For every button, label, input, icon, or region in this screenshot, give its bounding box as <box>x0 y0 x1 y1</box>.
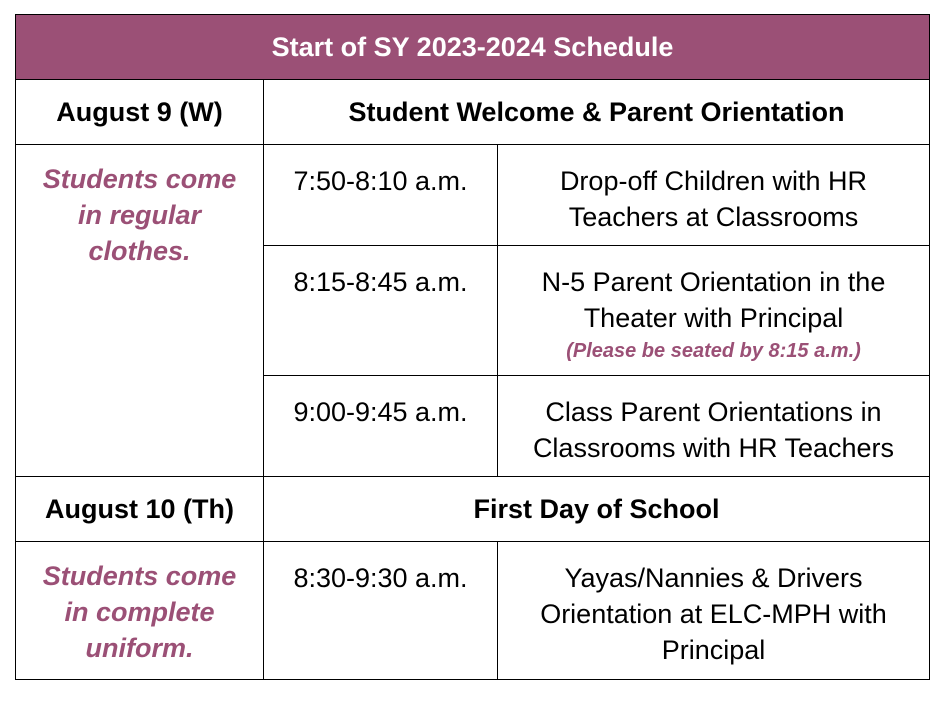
day-event-title: Student Welcome & Parent Orientation <box>264 80 930 145</box>
day-date: August 10 (Th) <box>16 477 264 542</box>
session-description-line: Yayas/Nannies & Drivers <box>564 563 863 593</box>
session-time: 8:30-9:30 a.m. <box>264 542 498 680</box>
day-header-row <box>16 477 930 542</box>
session-description-line: Principal <box>661 635 766 665</box>
session-description-line: Class Parent Orientations in <box>545 397 882 427</box>
attire-note-line: Students come <box>42 164 237 194</box>
session-description-line: N-5 Parent Orientation in the <box>541 267 886 297</box>
schedule-title: Start of SY 2023-2024 Schedule <box>16 15 930 80</box>
session-description <box>498 376 930 477</box>
session-description-line: Classrooms with HR Teachers <box>532 433 895 463</box>
attire-note-line: in regular <box>77 200 202 230</box>
session-time: 8:15-8:45 a.m. <box>264 246 498 376</box>
attire-note-line: in complete <box>64 597 215 627</box>
day-date: August 9 (W) <box>16 80 264 145</box>
attire-note <box>16 542 264 680</box>
title-row <box>16 15 930 80</box>
session-description <box>498 145 930 246</box>
session-description-line: Theater with Principal <box>583 303 844 333</box>
session-description-line: Orientation at ELC-MPH with <box>540 599 887 629</box>
attire-note <box>16 145 264 477</box>
session-row <box>16 542 930 680</box>
attire-note-line: clothes. <box>88 236 191 266</box>
session-row <box>16 145 930 246</box>
session-time: 9:00-9:45 a.m. <box>264 376 498 477</box>
attire-note-line: Students come <box>42 561 237 591</box>
attire-note-line: uniform. <box>85 633 194 663</box>
session-description-line: Teachers at Classrooms <box>568 202 859 232</box>
day-event-title: First Day of School <box>264 477 930 542</box>
session-description-line: Drop-off Children with HR <box>559 166 868 196</box>
session-description <box>498 246 930 376</box>
day-header-row <box>16 80 930 145</box>
session-time: 7:50-8:10 a.m. <box>264 145 498 246</box>
seating-note: (Please be seated by 8:15 a.m.) <box>566 340 861 362</box>
session-description <box>498 542 930 680</box>
schedule-table <box>15 14 930 680</box>
